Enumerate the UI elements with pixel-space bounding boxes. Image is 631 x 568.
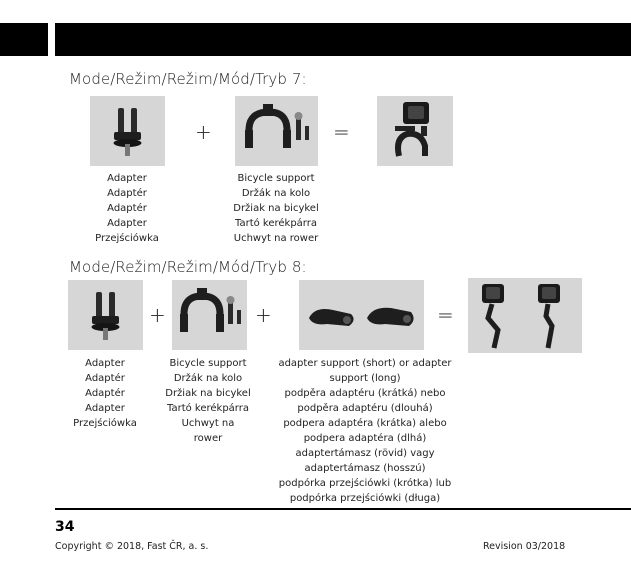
caption-line: support (long) [329, 373, 401, 384]
copyright-text: Copyright © 2018, Fast ČR, a. s. [55, 541, 209, 552]
mode8-assembled-photo [468, 278, 582, 353]
caption-line: Tartó kerékpárra [167, 403, 249, 414]
caption-line: Držák na kolo [173, 373, 243, 384]
caption-line: Bicycle support [169, 358, 247, 369]
header-bar [55, 23, 631, 56]
caption-line: podpěra adaptéru (dlouhá) [297, 403, 433, 414]
caption-line: Przejściówka [73, 418, 137, 429]
mode8-plus-sign-1: + [149, 303, 166, 327]
caption-line: Bicycle support [237, 173, 315, 184]
caption-line: Adaptér [107, 188, 147, 199]
caption-line: podpera adaptéra (krátka) alebo [283, 418, 447, 429]
mode8-bicycle-caption [148, 356, 268, 446]
caption-line: Adapter [85, 358, 125, 369]
caption-line: Uchwyt na rower [233, 233, 319, 244]
caption-line: Držiak na bicykel [165, 388, 251, 399]
mode7-plus-sign: + [195, 120, 212, 144]
caption-line: podpera adaptéra (dlhá) [303, 433, 427, 444]
caption-line: Przejściówka [95, 233, 159, 244]
mode7-bicycle-caption [216, 171, 336, 246]
mode8-support-caption [270, 356, 460, 506]
caption-line: adaptertámasz (hosszú) [304, 463, 426, 474]
caption-line: Adapter [85, 403, 125, 414]
caption-line: Držiak na bicykel [233, 203, 319, 214]
footer-divider [55, 508, 631, 510]
caption-line: Tartó kerékpárra [235, 218, 317, 229]
caption-line: Uchwyt na [181, 418, 235, 429]
caption-line: podpórka przejściówki (długa) [289, 493, 441, 504]
mode8-bicycle-support-photo [172, 280, 247, 350]
caption-line: Adaptér [85, 373, 125, 384]
caption-line: Adapter [107, 173, 147, 184]
mode8-title: Mode/Režim/Režim/Mód/Tryb 8: [69, 258, 307, 276]
mode8-adapter-supports-photo [299, 280, 424, 350]
caption-line: Adapter [107, 218, 147, 229]
mode8-adapter-photo [68, 280, 143, 350]
mode8-plus-sign-2: + [255, 303, 272, 327]
caption-line: Adaptér [107, 203, 147, 214]
mode7-equals-sign: = [333, 120, 350, 144]
caption-line: podpěra adaptéru (krátká) nebo [284, 388, 446, 399]
page-number: 34 [55, 519, 75, 535]
mode7-adapter-caption [67, 171, 187, 246]
revision-text: Revision 03/2018 [483, 541, 566, 552]
caption-line: adapter support (short) or adapter [278, 358, 452, 369]
caption-line: podpórka przejściówki (krótka) lub [278, 478, 452, 489]
mode7-assembled-photo [377, 96, 453, 166]
caption-line: adaptertámasz (rövid) vagy [295, 448, 435, 459]
header-bar-left [0, 23, 48, 56]
caption-line: Držák na kolo [241, 188, 311, 199]
mode8-equals-sign: = [437, 303, 454, 327]
mode7-title: Mode/Režim/Režim/Mód/Tryb 7: [69, 70, 307, 88]
mode7-bicycle-support-photo [235, 96, 318, 166]
mode7-adapter-photo [90, 96, 165, 166]
caption-line: Adaptér [85, 388, 125, 399]
caption-line: rower [193, 433, 223, 444]
mode8-adapter-caption [45, 356, 165, 431]
